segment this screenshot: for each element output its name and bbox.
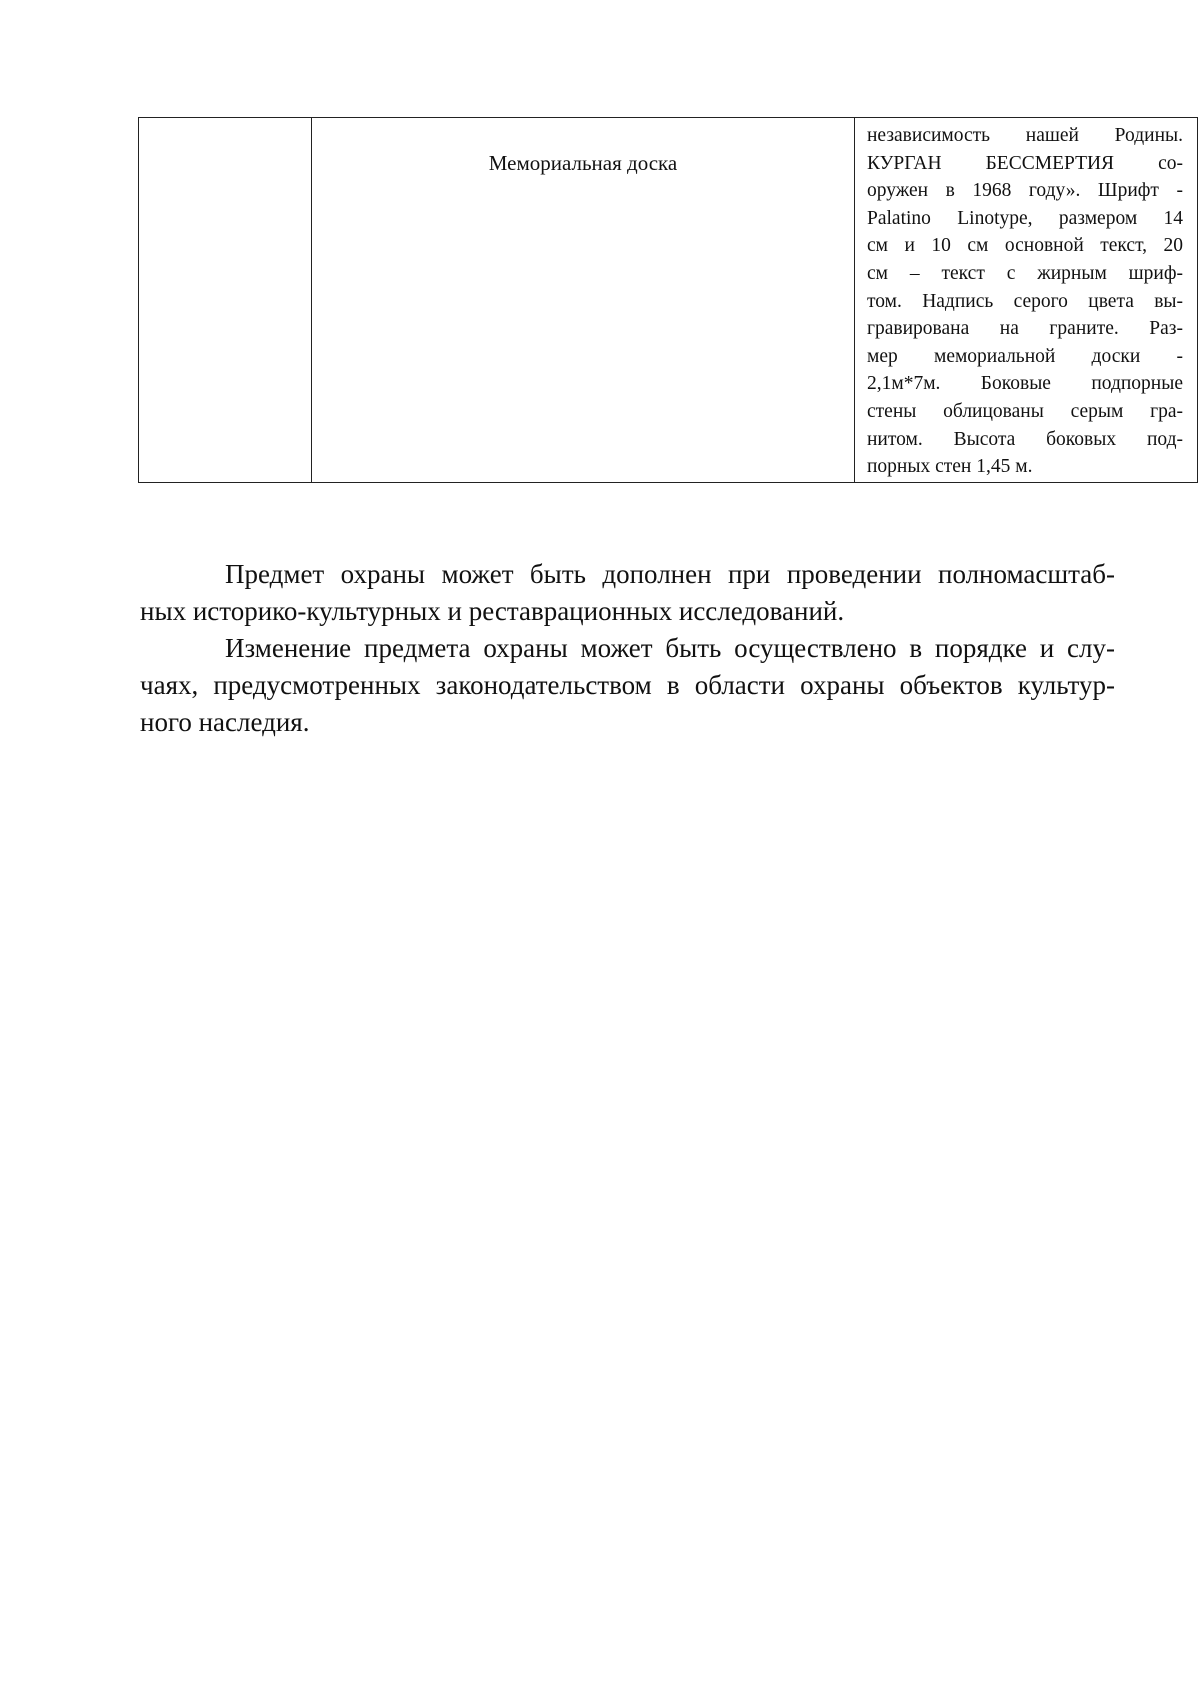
paragraph-protection-change	[140, 630, 1115, 741]
monument-table	[138, 117, 1198, 483]
table-row	[139, 118, 1198, 483]
table-cell-element-name	[312, 118, 855, 483]
paragraph-protection-supplement	[140, 556, 1115, 630]
description-line: том. Надпись серого цвета вы-	[867, 290, 1183, 312]
paragraph-line: Изменение предмета охраны может быть осуществлено в порядке и слу-	[225, 633, 1115, 663]
description-line: КУРГАН БЕССМЕРТИЯ со-	[867, 152, 1183, 174]
description-line: см – текст с жирным шриф-	[867, 262, 1183, 284]
paragraph-line: ных историко-культурных и реставрационных исследований.	[140, 596, 845, 626]
description-line: см и 10 см основной текст, 20	[867, 235, 1183, 257]
description-line: стены облицованы серым гра-	[867, 400, 1183, 422]
table-cell-number	[139, 118, 312, 483]
paragraph-line: чаях, предусмотренных законодательством в области охраны объектов культур-	[140, 670, 1115, 700]
description-line: 2,1м*7м. Боковые подпорные	[867, 373, 1183, 395]
description-line: порных стен 1,45 м.	[867, 456, 1033, 478]
description-line: независимость нашей Родины.	[867, 125, 1183, 146]
description-line: оружен в 1968 году». Шрифт -	[867, 180, 1183, 202]
body-text	[140, 556, 1115, 741]
paragraph-line: ного наследия.	[140, 707, 310, 737]
description-line: Palatino Linotype, размером 14	[867, 207, 1183, 229]
table-cell-description	[855, 118, 1198, 483]
description-line: нитом. Высота боковых под-	[867, 428, 1183, 450]
description-line: гравирована на граните. Раз-	[867, 318, 1183, 340]
paragraph-line: Предмет охраны может быть дополнен при проведении полномасштаб-	[225, 559, 1115, 589]
element-name-text: Мемориальная доска	[488, 151, 678, 175]
description-line: мер мемориальной доски -	[867, 345, 1183, 367]
